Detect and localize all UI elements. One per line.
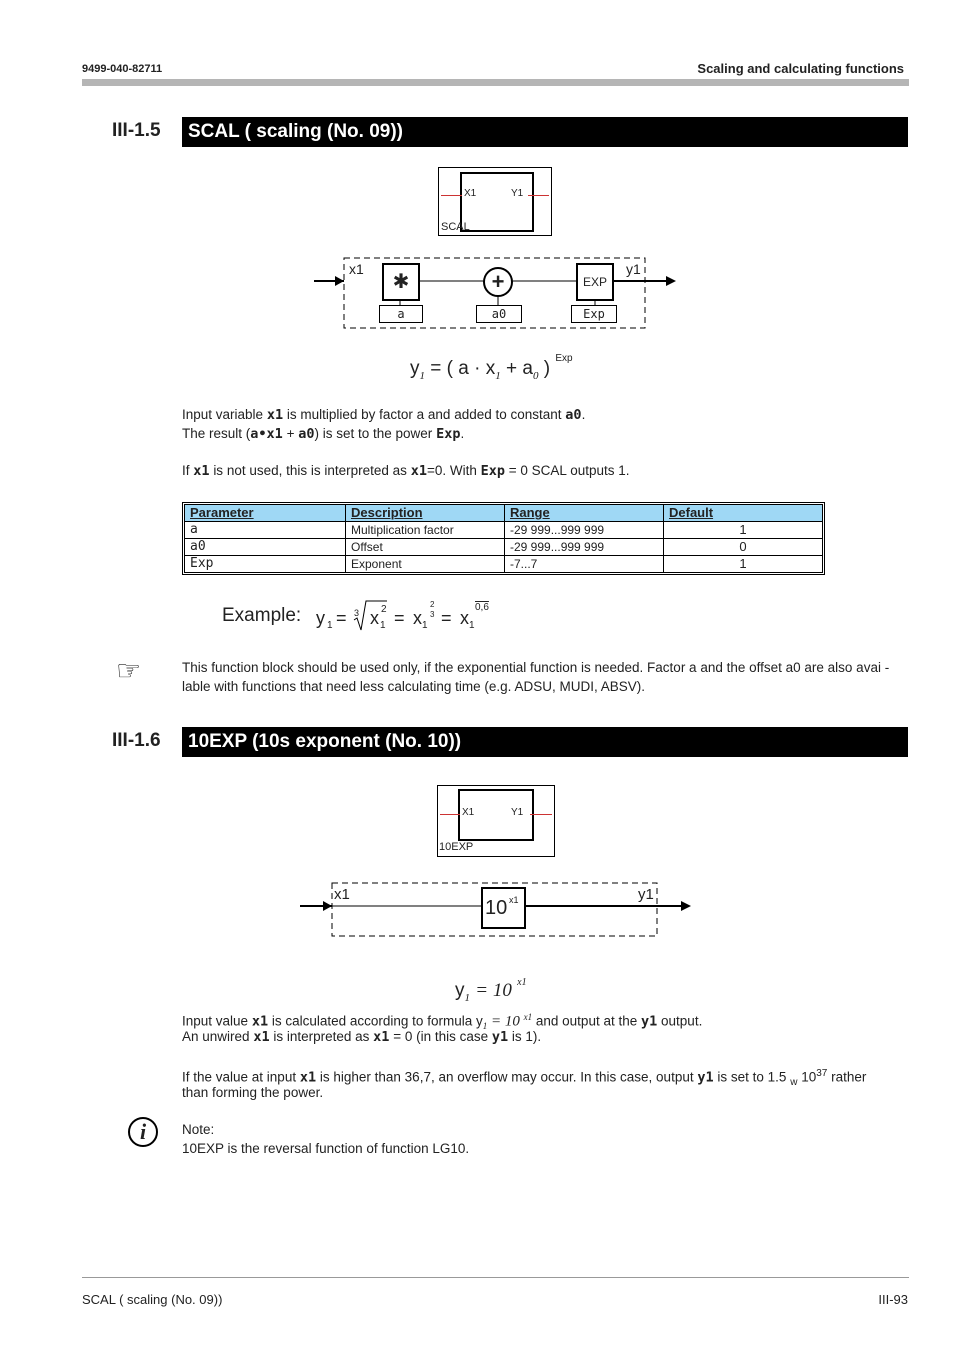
text: = 0 (in this case <box>393 1029 489 1044</box>
ex-y: y <box>316 608 325 628</box>
hint-text: This function block should be used only, if the exponential function is needed. Factor a and the offset a0 are also avai - lable with functions that need less calculating time (e.g. ADSU, MUDI, ABSV). <box>182 660 890 694</box>
section-title: 10EXP (10s exponent (No. 10)) <box>182 727 908 757</box>
text: . <box>581 407 586 422</box>
formula-eq: = 10 <box>475 980 512 1001</box>
ex-y-sub: 1 <box>327 620 333 631</box>
section-title: SCAL ( scaling (No. 09)) <box>182 117 908 147</box>
text: is multiplied by factor a and added to constant <box>286 407 562 422</box>
text: If the value at input <box>182 1069 297 1085</box>
diagram-output-label: y1 <box>638 886 654 903</box>
diagram-output-label: y1 <box>626 261 641 277</box>
note-title: Note: <box>182 1122 215 1137</box>
10exp-formula <box>455 976 527 1004</box>
ex-x-sub: 1 <box>380 620 386 631</box>
text: =0. With <box>426 463 477 478</box>
var-exp: Exp <box>436 426 461 442</box>
text: is 1). <box>511 1029 542 1044</box>
var-x1: x1 <box>299 1069 317 1086</box>
input-line <box>440 814 460 815</box>
formula-sup: x1 <box>517 976 527 988</box>
cell-param: Exp <box>185 556 346 573</box>
text: An unwired <box>182 1029 250 1044</box>
10exp-function-diagram <box>298 880 696 940</box>
cell-param: a0 <box>185 539 346 556</box>
parameter-table <box>184 504 823 573</box>
output-line <box>530 814 552 815</box>
header-default: Default <box>664 505 823 522</box>
note-text: 10EXP is the reversal function of function LG10. <box>182 1141 470 1156</box>
text: 10 <box>801 1069 817 1085</box>
formula-eq: = ( a · x <box>430 358 496 379</box>
ex-frac-den: 3 <box>430 610 435 619</box>
cell-default: 0 <box>664 539 823 556</box>
cell-param: a <box>185 522 346 539</box>
scal-formula <box>410 352 573 382</box>
text: is calculated according to formula y <box>271 1013 483 1029</box>
pointing-hand-icon: ☞ <box>116 655 142 686</box>
var-a0: a0 <box>565 407 582 423</box>
scal-function-diagram <box>312 255 682 333</box>
formula-a-sub: 0 <box>532 369 539 382</box>
var-x1: x1 <box>410 463 427 479</box>
info-icon: i <box>128 1117 158 1147</box>
document-number: 9499-040-82711 <box>82 63 163 75</box>
header-bar <box>82 79 909 86</box>
formula-close: ) <box>543 358 551 379</box>
formula-y: y <box>455 980 465 1001</box>
exp-block: EXP <box>576 263 614 301</box>
table-header-row <box>185 505 823 522</box>
block-output-label: Y1 <box>511 188 524 199</box>
param-exp-box: Exp <box>571 305 617 323</box>
block-input-label: X1 <box>464 188 477 199</box>
text: + <box>286 426 295 441</box>
var-ax1: a•x1 <box>250 426 283 442</box>
example-label: Example: <box>222 605 302 626</box>
cell-desc: Multiplication factor <box>346 522 505 539</box>
text: Input value <box>182 1013 249 1029</box>
var-y1: y1 <box>697 1069 714 1086</box>
block-output-label: Y1 <box>511 807 524 818</box>
footer-title: SCAL ( scaling (No. 09)) <box>82 1292 223 1307</box>
formula-y-sub: 1 <box>419 369 425 382</box>
table-row <box>185 556 823 573</box>
ex-x3-sub: 1 <box>469 620 475 631</box>
header-parameter: Parameter <box>185 505 346 522</box>
ex-x2: x <box>413 608 422 628</box>
10exp-block-symbol <box>437 785 555 857</box>
parameter-table-frame <box>182 502 825 575</box>
table-row <box>185 539 823 556</box>
formula-sub: 1 <box>482 1021 488 1032</box>
formula-exp: Exp <box>555 352 573 364</box>
formula-y: y <box>410 358 420 379</box>
formula-sup: x1 <box>523 1012 533 1022</box>
header-range: Range <box>505 505 664 522</box>
power-block <box>481 887 526 929</box>
page-number: III-93 <box>878 1292 908 1307</box>
var-x1: x1 <box>193 463 210 479</box>
header-description: Description <box>346 505 505 522</box>
text: If <box>182 463 190 478</box>
cell-default: 1 <box>664 522 823 539</box>
text-w: w <box>790 1077 798 1089</box>
var-y1: y1 <box>491 1029 509 1045</box>
var-x1: x1 <box>373 1029 390 1045</box>
formula-plus: + a <box>506 358 533 379</box>
input-line <box>441 195 462 196</box>
ex-frac-num: 2 <box>430 600 435 609</box>
text: rather <box>831 1069 867 1085</box>
ex-root-index: 3 <box>354 608 360 618</box>
cell-range: -7...7 <box>505 556 664 573</box>
var-x1: x1 <box>251 1013 269 1030</box>
var-y1: y1 <box>641 1013 658 1030</box>
scal-block-symbol <box>438 167 552 236</box>
block-name: 10EXP <box>439 841 474 853</box>
footer-line <box>82 1277 909 1278</box>
ex-x3: x <box>460 608 469 628</box>
scal-description-line3 <box>182 461 629 481</box>
param-a-box: a <box>379 305 423 323</box>
block-name: SCAL <box>441 221 470 233</box>
text: is higher than 36,7, an overflow may occur. In this case, output <box>319 1069 694 1085</box>
power-base: 10 <box>485 897 508 919</box>
text: . <box>460 426 465 441</box>
text: and output at the <box>535 1013 638 1029</box>
text: is not used, this is interpreted as <box>213 463 407 478</box>
cell-desc: Exponent <box>346 556 505 573</box>
add-block: + <box>483 267 513 297</box>
var-exp: Exp <box>480 463 506 479</box>
var-x1: x1 <box>266 407 284 423</box>
output-line <box>528 195 549 196</box>
section-number: III-1.5 <box>112 120 161 141</box>
ex-x: x <box>370 608 379 628</box>
table-row <box>185 522 823 539</box>
cell-default: 1 <box>664 556 823 573</box>
formula-y-sub: 1 <box>464 991 470 1004</box>
example-formula <box>316 600 516 636</box>
text: = 0 SCAL outputs 1. <box>508 463 630 478</box>
text: The result ( <box>182 426 251 441</box>
10exp-overflow-line2: than forming the power. <box>182 1085 324 1100</box>
ex-eq3: = <box>441 608 452 628</box>
multiply-block: ✱ <box>382 263 420 301</box>
ex-x3-exp: 0,6 <box>475 602 489 613</box>
section-number: III-1.6 <box>112 730 161 751</box>
diagram-input-label: x1 <box>349 261 364 277</box>
ex-eq1: = <box>336 608 347 628</box>
formula-eq: = 10 <box>490 1013 520 1030</box>
text: ) is set to the power <box>314 426 433 441</box>
block-body <box>460 172 534 232</box>
scal-description-line1 <box>182 405 585 425</box>
block-input-label: X1 <box>462 807 475 818</box>
header-section-title: Scaling and calculating functions <box>697 61 904 76</box>
text-sup: 37 <box>816 1068 828 1079</box>
cell-range: -29 999...999 999 <box>505 539 664 556</box>
ex-x-sup: 2 <box>381 604 387 615</box>
cell-range: -29 999...999 999 <box>505 522 664 539</box>
cell-desc: Offset <box>346 539 505 556</box>
text: Input variable <box>182 407 264 422</box>
formula-x-sub: 1 <box>495 369 501 382</box>
10exp-description-line2 <box>182 1027 541 1047</box>
text: is interpreted as <box>273 1029 370 1044</box>
var-x1: x1 <box>253 1029 270 1045</box>
power-exponent: x1 <box>509 895 519 905</box>
ex-x2-sub: 1 <box>422 620 428 631</box>
text: output. <box>661 1013 703 1029</box>
param-a0-box: a0 <box>476 305 522 323</box>
diagram-input-label: x1 <box>334 886 350 903</box>
text: is set to 1.5 <box>717 1069 787 1085</box>
var-a0: a0 <box>298 426 315 442</box>
scal-description-line2 <box>182 424 464 444</box>
ex-eq2: = <box>394 608 405 628</box>
